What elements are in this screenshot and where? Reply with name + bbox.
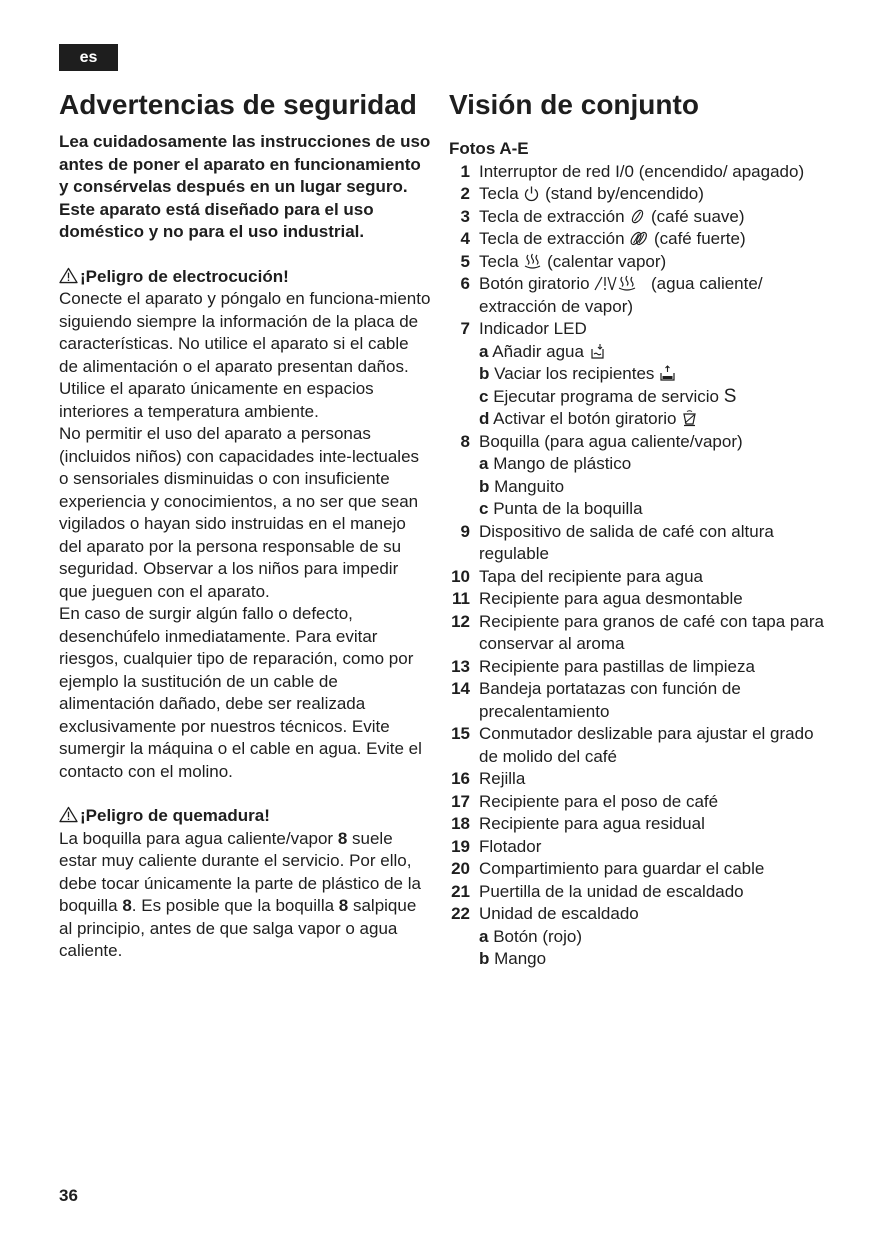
service-program-symbol: S [723, 385, 737, 407]
list-item: 21 Puertilla de la unidad de escaldado [451, 881, 744, 901]
list-item: 9 Dispositivo de salida de café con altura regulable [460, 521, 774, 563]
overview-title: Visión de conjunto [449, 89, 699, 120]
list-item: 7 Indicador LED a Añadir agua b Vaciar los recipientes c Ejecutar programa de servicio S d Activar el botón giratorio [460, 319, 737, 428]
list-item: 20 Compartimiento para guardar el cable [451, 859, 765, 878]
rotary-knob-symbols-icon [594, 275, 646, 292]
intro-paragraph-2: Este aparato está diseñado para el uso doméstico y no para el uso industrial. [59, 199, 374, 241]
electrocution-warning-heading [59, 266, 431, 289]
list-item: 16 Rejilla [451, 769, 526, 788]
list-item: 5 Tecla (calentar vapor) [460, 251, 667, 271]
list-item: 2 Tecla (stand by/encendido) [460, 184, 704, 203]
list-item: 12 Recipiente para granos de café con tapa para conservar al aroma [451, 611, 824, 653]
list-item: 3 Tecla de extracción (café suave) [460, 206, 745, 226]
burn-warning-heading [59, 805, 431, 828]
overview-column [449, 88, 829, 971]
empty-containers-icon [659, 365, 676, 382]
safety-title: Advertencias de seguridad [59, 89, 417, 120]
list-item: 13 Recipiente para pastillas de limpieza [451, 656, 755, 676]
electrocution-paragraph-3: En caso de surgir algún fallo o defecto, desenchúfelo inmediatamente. Para evitar riesgos, cualquier tipo de reparación, como por ejemplo la sustitución de un cable de alimentación dañado, debe ser realizada exclusivamente por nuestros técnicos. Evite sumergir la máquina o el cable en agua. Evite el contacto con el molino. [59, 604, 422, 781]
burn-warning-title: ¡Peligro de quemadura! [80, 806, 270, 825]
list-item: 11 Recipiente para agua desmontable [452, 589, 743, 608]
list-item: 17 Recipiente para el poso de café [451, 791, 719, 811]
warning-triangle-icon [59, 267, 78, 284]
activate-knob-icon [681, 410, 698, 427]
electrocution-paragraph-1: Conecte el aparato y póngalo en funciona-miento siguiendo siempre la información de la placa de características. No utilice el aparato si el cable de alimentación o el aparato presentan daños. Utilice el aparato únicamente en espacios interiores a temperatura ambiente. [59, 289, 431, 421]
electrocution-paragraph-2: No permitir el uso del aparato a personas (incluidos niños) con capacidades inte-lectuales o sensoriales disminuidas o con insuficiente experiencia y conocimientos, a no ser que sean vigilados o hayan sido instruidas en el manejo del aparato por la persona responsable de su seguridad. Observar a los niños para impedir que jueguen con el aparato. [59, 424, 420, 601]
list-item: 15 Conmutador deslizable para ajustar el grado de molido del café [451, 724, 814, 766]
page-number: 36 [59, 1186, 78, 1205]
photos-label: Fotos A-E [449, 139, 529, 158]
list-item: 10 Tapa del recipiente para agua [451, 566, 703, 586]
list-item: 1 Interruptor de red I/0 (encendido/ apagado) [460, 161, 805, 181]
steam-icon [523, 253, 542, 270]
list-item: 4 Tecla de extracción (café fuerte) [460, 229, 746, 248]
safety-warnings-column [59, 88, 431, 963]
list-item: 8 Boquilla (para agua caliente/vapor) a Mango de plástico b Manguito c Punta de la boquilla [460, 431, 743, 518]
double-coffee-bean-icon [629, 230, 649, 247]
intro-paragraph-1: Lea cuidadosamente las instrucciones de uso antes de poner el aparato en funcionamiento y consérvelas después en un lugar seguro. [59, 132, 431, 196]
list-item: 18 Recipiente para agua residual [451, 814, 705, 833]
list-item: 6 Botón giratorio (agua caliente/ extracción de vapor) [460, 274, 763, 316]
list-item: 14 Bandeja portatazas con función de precalentamiento [451, 679, 741, 721]
burn-paragraph: La boquilla para agua caliente/vapor 8 suele estar muy caliente durante el servicio. Por ello, debe tocar únicamente la parte de plástico de la boquilla 8. Es posible que la boquilla 8 salpique al principio, antes de que salga vapor o agua caliente. [59, 828, 421, 960]
language-badge: es [59, 44, 118, 71]
list-item: 19 Flotador [451, 836, 542, 856]
warning-triangle-icon [59, 806, 78, 823]
coffee-bean-icon [629, 208, 646, 225]
power-icon [523, 185, 540, 202]
list-item: 22 Unidad de escaldado a Botón (rojo) b Mango [451, 904, 639, 968]
electrocution-warning-title: ¡Peligro de electrocución! [80, 266, 289, 286]
add-water-icon [589, 343, 606, 360]
